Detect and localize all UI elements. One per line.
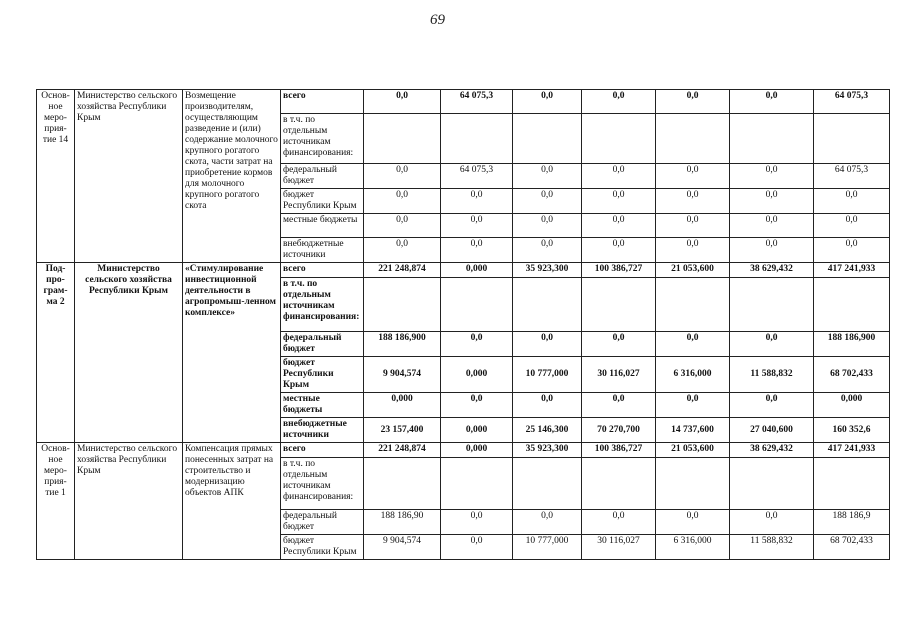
amount-cell: 23 157,400 — [364, 418, 441, 443]
funding-source-cell: федеральный бюджет — [281, 164, 364, 189]
activity-name-cell: «Стимулирование инвестиционной деятельности в агропромыш-ленном комплексе» — [183, 263, 281, 443]
executor-cell: Министерство сельского хозяйства Республики Крым — [75, 90, 183, 263]
amount-cell: 0,0 — [582, 238, 656, 263]
funding-source-cell: всего — [281, 263, 364, 278]
amount-cell — [582, 458, 656, 510]
funding-source-cell: всего — [281, 443, 364, 458]
amount-cell: 0,0 — [364, 238, 441, 263]
funding-source-cell: в т.ч. по отдельным источникам финансирования: — [281, 458, 364, 510]
funding-source-cell: в т.ч. по отдельным источникам финансирования: — [281, 278, 364, 332]
amount-cell — [513, 278, 582, 332]
amount-cell: 0,0 — [441, 189, 513, 214]
amount-cell: 0,0 — [441, 238, 513, 263]
amount-cell: 30 116,027 — [582, 357, 656, 393]
amount-cell — [441, 114, 513, 164]
amount-cell — [364, 458, 441, 510]
amount-cell: 0,0 — [513, 332, 582, 357]
amount-cell — [656, 114, 730, 164]
amount-cell: 0,0 — [364, 90, 441, 114]
amount-cell: 0,000 — [441, 418, 513, 443]
amount-cell: 0,0 — [441, 332, 513, 357]
amount-cell: 0,0 — [730, 189, 814, 214]
activity-name-cell: Возмещение производителям, осуществляющим разведение и (или) содержание молочного крупного рогатого скота, части затрат на приобретение кормов для молочного крупного рогатого скота — [183, 90, 281, 263]
amount-cell — [814, 278, 890, 332]
amount-cell: 160 352,6 — [814, 418, 890, 443]
amount-cell: 0,0 — [730, 90, 814, 114]
funding-source-cell: всего — [281, 90, 364, 114]
amount-cell: 68 702,433 — [814, 535, 890, 560]
amount-cell: 35 923,300 — [513, 443, 582, 458]
amount-cell: 0,0 — [513, 164, 582, 189]
amount-cell: 0,0 — [730, 332, 814, 357]
amount-cell: 188 186,900 — [364, 332, 441, 357]
activity-code-cell: Основ- ное меро- прия- тие 14 — [37, 90, 75, 263]
amount-cell: 0,0 — [582, 393, 656, 418]
amount-cell: 0,0 — [582, 214, 656, 238]
amount-cell: 100 386,727 — [582, 443, 656, 458]
amount-cell: 188 186,90 — [364, 510, 441, 535]
amount-cell — [730, 114, 814, 164]
amount-cell: 0,0 — [441, 535, 513, 560]
amount-cell: 0,0 — [656, 393, 730, 418]
financing-table — [36, 89, 890, 560]
amount-cell: 0,000 — [441, 443, 513, 458]
activity-code-cell: Основ- ное меро- прия- тие 1 — [37, 443, 75, 560]
amount-cell: 64 075,3 — [441, 90, 513, 114]
amount-cell: 0,0 — [656, 90, 730, 114]
amount-cell — [656, 278, 730, 332]
amount-cell: 38 629,432 — [730, 443, 814, 458]
amount-cell: 35 923,300 — [513, 263, 582, 278]
funding-source-cell: местные бюджеты — [281, 214, 364, 238]
amount-cell: 0,0 — [513, 214, 582, 238]
amount-cell — [364, 114, 441, 164]
amount-cell: 0,000 — [364, 393, 441, 418]
amount-cell: 6 316,000 — [656, 535, 730, 560]
amount-cell: 0,000 — [814, 393, 890, 418]
amount-cell: 417 241,933 — [814, 263, 890, 278]
amount-cell: 0,0 — [656, 214, 730, 238]
amount-cell: 221 248,874 — [364, 263, 441, 278]
funding-source-cell: внебюджетные источники — [281, 418, 364, 443]
amount-cell: 0,0 — [730, 238, 814, 263]
amount-cell: 0,0 — [513, 90, 582, 114]
amount-cell: 64 075,3 — [814, 90, 890, 114]
amount-cell: 38 629,432 — [730, 263, 814, 278]
funding-source-cell: местные бюджеты — [281, 393, 364, 418]
funding-source-cell: бюджет Республики Крым — [281, 535, 364, 560]
amount-cell: 70 270,700 — [582, 418, 656, 443]
amount-cell — [582, 114, 656, 164]
amount-cell: 0,0 — [656, 238, 730, 263]
amount-cell: 21 053,600 — [656, 443, 730, 458]
amount-cell: 21 053,600 — [656, 263, 730, 278]
amount-cell: 11 588,832 — [730, 357, 814, 393]
table-row — [37, 443, 890, 458]
amount-cell: 9 904,574 — [364, 357, 441, 393]
executor-cell: Министерство сельского хозяйства Республики Крым — [75, 443, 183, 560]
funding-source-cell: федеральный бюджет — [281, 510, 364, 535]
amount-cell: 188 186,900 — [814, 332, 890, 357]
amount-cell: 27 040,600 — [730, 418, 814, 443]
funding-source-cell: бюджет Республики Крым — [281, 189, 364, 214]
amount-cell — [730, 278, 814, 332]
amount-cell: 0,000 — [441, 263, 513, 278]
amount-cell — [582, 278, 656, 332]
amount-cell: 221 248,874 — [364, 443, 441, 458]
amount-cell: 0,0 — [441, 214, 513, 238]
amount-cell: 0,0 — [441, 393, 513, 418]
amount-cell — [656, 458, 730, 510]
activity-code-cell: Под- про- грам- ма 2 — [37, 263, 75, 443]
amount-cell: 0,0 — [656, 332, 730, 357]
amount-cell: 0,0 — [582, 332, 656, 357]
amount-cell: 0,0 — [730, 393, 814, 418]
amount-cell: 0,0 — [582, 90, 656, 114]
amount-cell: 0,0 — [364, 214, 441, 238]
amount-cell: 14 737,600 — [656, 418, 730, 443]
amount-cell: 0,0 — [513, 238, 582, 263]
funding-source-cell: внебюджетные источники — [281, 238, 364, 263]
amount-cell — [364, 278, 441, 332]
amount-cell: 0,0 — [814, 214, 890, 238]
amount-cell: 0,0 — [656, 189, 730, 214]
amount-cell: 0,0 — [730, 510, 814, 535]
amount-cell: 64 075,3 — [814, 164, 890, 189]
funding-source-cell: федеральный бюджет — [281, 332, 364, 357]
amount-cell: 11 588,832 — [730, 535, 814, 560]
amount-cell — [513, 458, 582, 510]
amount-cell: 0,0 — [582, 189, 656, 214]
amount-cell: 0,0 — [582, 164, 656, 189]
amount-cell: 9 904,574 — [364, 535, 441, 560]
amount-cell: 0,0 — [513, 393, 582, 418]
amount-cell: 0,0 — [582, 510, 656, 535]
amount-cell: 0,0 — [364, 164, 441, 189]
amount-cell: 0,0 — [730, 164, 814, 189]
amount-cell: 0,000 — [441, 357, 513, 393]
executor-cell: Министерство сельского хозяйства Республики Крым — [75, 263, 183, 443]
amount-cell: 188 186,9 — [814, 510, 890, 535]
funding-source-cell: бюджет Республики Крым — [281, 357, 364, 393]
amount-cell — [814, 458, 890, 510]
amount-cell: 10 777,000 — [513, 535, 582, 560]
amount-cell: 0,0 — [814, 189, 890, 214]
amount-cell: 0,0 — [441, 510, 513, 535]
amount-cell — [730, 458, 814, 510]
amount-cell — [814, 114, 890, 164]
amount-cell: 10 777,000 — [513, 357, 582, 393]
amount-cell: 0,0 — [730, 214, 814, 238]
amount-cell: 25 146,300 — [513, 418, 582, 443]
page-number: 69 — [430, 12, 445, 28]
activity-name-cell: Компенсация прямых понесенных затрат на строительство и модернизацию объектов АПК — [183, 443, 281, 560]
amount-cell: 6 316,000 — [656, 357, 730, 393]
table-row — [37, 263, 890, 278]
amount-cell: 417 241,933 — [814, 443, 890, 458]
amount-cell: 68 702,433 — [814, 357, 890, 393]
amount-cell: 0,0 — [656, 510, 730, 535]
amount-cell: 30 116,027 — [582, 535, 656, 560]
amount-cell — [513, 114, 582, 164]
amount-cell — [441, 458, 513, 510]
amount-cell: 0,0 — [656, 164, 730, 189]
amount-cell: 100 386,727 — [582, 263, 656, 278]
amount-cell: 64 075,3 — [441, 164, 513, 189]
amount-cell: 0,0 — [364, 189, 441, 214]
amount-cell: 0,0 — [513, 189, 582, 214]
table-row — [37, 90, 890, 114]
funding-source-cell: в т.ч. по отдельным источникам финансирования: — [281, 114, 364, 164]
amount-cell: 0,0 — [814, 238, 890, 263]
amount-cell: 0,0 — [513, 510, 582, 535]
amount-cell — [441, 278, 513, 332]
